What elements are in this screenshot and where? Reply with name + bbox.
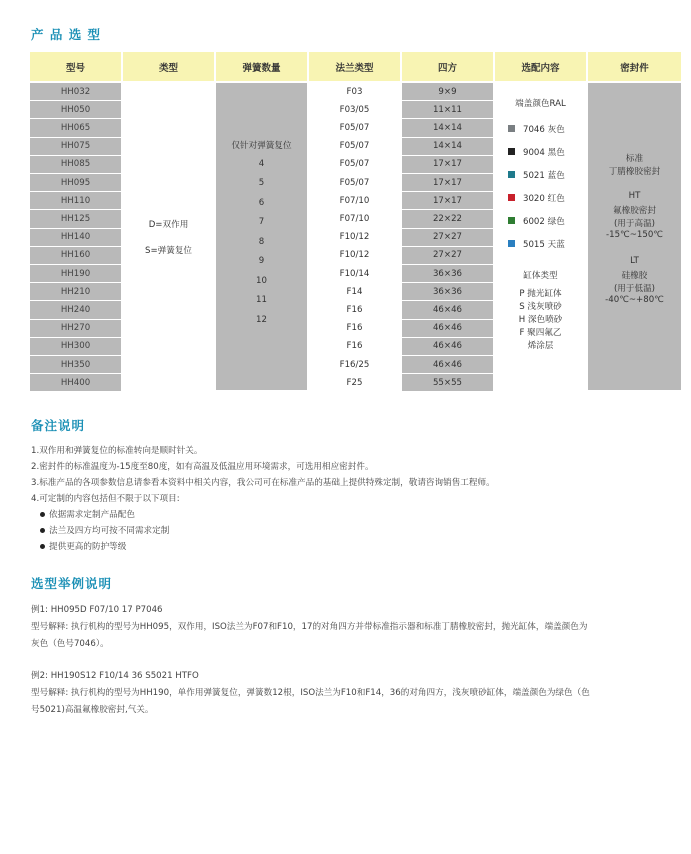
flange-cell: F03/05 [309, 101, 400, 118]
flange-cell: F14 [309, 283, 400, 300]
options-cell [495, 83, 586, 390]
color-swatch-icon [508, 240, 515, 247]
model-cell: HH095 [30, 174, 121, 191]
color-option [508, 165, 565, 184]
color-label: 3020 红色 [523, 193, 565, 204]
bullet-text: 提供更高的防护等级 [49, 542, 127, 552]
flange-cell: F10/12 [309, 229, 400, 246]
color-option [508, 188, 565, 207]
seal-line: 硅橡胶 [621, 271, 648, 281]
body-type-line: P 抛光缸体 [519, 289, 562, 299]
bullet-dot-icon [40, 528, 45, 533]
square-cell: 14×14 [402, 119, 493, 136]
cap-color-title: 端盖颜色RAL [515, 99, 566, 109]
note-line: 3.标准产品的各项参数信息请参看本资料中相关内容，我公司可在标准产品的基础上提供特殊定制，敬请咨询销售工程师。 [31, 478, 495, 488]
type-cell [123, 83, 214, 390]
selection-table [30, 52, 681, 390]
color-list [508, 115, 565, 257]
flange-cell: F16 [309, 338, 400, 355]
square-cell: 46×46 [402, 338, 493, 355]
flange-cell: F16 [309, 320, 400, 337]
color-option [508, 211, 565, 230]
body-type-line: H 深色喷砂 [518, 315, 563, 325]
square-cell: 55×55 [402, 374, 493, 391]
header-seal: 密封件 [588, 52, 681, 81]
spring-line: 4 [258, 158, 265, 169]
seal-line: -40℃~+80℃ [605, 295, 664, 305]
bullet-dot-icon [40, 512, 45, 517]
color-label: 7046 灰色 [523, 124, 565, 135]
flange-cell: F10/12 [309, 247, 400, 264]
seal-line: 标准 [625, 154, 644, 164]
seal-line: 丁腈橡胶密封 [608, 167, 661, 177]
color-swatch-icon [508, 148, 515, 155]
color-label: 5015 天蓝 [523, 239, 565, 250]
model-cell: HH270 [30, 320, 121, 337]
flange-cell: F16/25 [309, 356, 400, 373]
header-options: 选配内容 [495, 52, 586, 81]
square-cell: 46×46 [402, 320, 493, 337]
seal-line: (用于高温) [613, 219, 656, 229]
header-type: 类型 [123, 52, 214, 81]
square-cell: 22×22 [402, 210, 493, 227]
color-option [508, 119, 565, 138]
flange-cell: F05/07 [309, 138, 400, 155]
square-cell: 17×17 [402, 174, 493, 191]
model-cell: HH400 [30, 374, 121, 391]
model-cell: HH110 [30, 192, 121, 209]
square-cell: 11×11 [402, 101, 493, 118]
model-cell: HH160 [30, 247, 121, 264]
model-cell: HH300 [30, 338, 121, 355]
header-square: 四方 [402, 52, 493, 81]
flange-cell: F16 [309, 301, 400, 318]
color-option [508, 234, 565, 253]
type-line: D=双作用 [148, 219, 189, 230]
flange-cell: F10/14 [309, 265, 400, 282]
color-label: 6002 绿色 [523, 216, 565, 227]
seal-line: 氟橡胶密封 [613, 206, 656, 216]
model-cell: HH075 [30, 138, 121, 155]
body-type-line: 烯涂层 [527, 341, 554, 351]
bullet-item [40, 524, 169, 536]
type-line: S=弹簧复位 [144, 245, 193, 256]
spring-line: 11 [256, 295, 267, 305]
note-line: 4.可定制的内容包括但不限于以下项目: [31, 494, 180, 504]
color-swatch-icon [508, 171, 515, 178]
spring-line: 7 [258, 217, 265, 227]
color-option [508, 142, 565, 161]
color-label: 5021 蓝色 [523, 170, 565, 181]
spring-line: 9 [258, 256, 265, 266]
square-cell: 14×14 [402, 138, 493, 155]
note-line: 1.双作用和弹簧复位的标准转向是顺时针关。 [31, 446, 203, 456]
section-title-notes: 备注说明 [31, 418, 86, 433]
flange-cell: F05/07 [309, 119, 400, 136]
bullet-dot-icon [40, 544, 45, 549]
flange-cell: F25 [309, 374, 400, 391]
bullet-text: 法兰及四方均可按不同需求定制 [49, 526, 170, 536]
bullet-item [40, 540, 126, 552]
model-cell: HH140 [30, 229, 121, 246]
color-swatch-icon [508, 194, 515, 201]
seal-line: -15℃~150℃ [606, 230, 663, 240]
spring-line: 10 [256, 275, 267, 286]
spring-line: 8 [258, 236, 265, 247]
example-explanation: 灰色（色号7046）。 [31, 639, 109, 649]
bullet-item [40, 508, 135, 520]
example-explanation: 号5021)高温氟橡胶密封,气关。 [31, 705, 154, 715]
example-code: 例2: HH190S12 F10/14 36 S5021 HTFO [31, 671, 199, 681]
header-spring-count: 弹簧数量 [216, 52, 307, 81]
seal-line: HT [628, 191, 641, 201]
square-cell: 46×46 [402, 356, 493, 373]
header-model: 型号 [30, 52, 121, 81]
section-title-examples: 选型举例说明 [31, 576, 113, 591]
model-cell: HH350 [30, 356, 121, 373]
square-cell: 36×36 [402, 283, 493, 300]
seal-line: (用于低温) [613, 284, 656, 294]
body-type-line: F 聚四氟乙 [519, 328, 562, 338]
color-swatch-icon [508, 125, 515, 132]
body-type-line: S 浅灰喷砂 [519, 302, 562, 312]
model-cell: HH125 [30, 210, 121, 227]
example-code: 例1: HH095D F07/10 17 P7046 [31, 605, 163, 615]
square-cell: 17×17 [402, 192, 493, 209]
note-line: 2.密封件的标准温度为-15度至80度，如有高温及低温应用环境需求，可选用相应密封件。 [31, 462, 374, 472]
color-label: 9004 黑色 [523, 147, 565, 158]
model-cell: HH190 [30, 265, 121, 282]
spring-line: 仅针对弹簧复位 [231, 141, 292, 151]
body-type-title: 缸体类型 [523, 271, 558, 281]
color-swatch-icon [508, 217, 515, 224]
spring-line: 12 [256, 314, 267, 325]
square-cell: 27×27 [402, 229, 493, 246]
model-cell: HH065 [30, 119, 121, 136]
seal-cell [588, 83, 681, 390]
seal-line: LT [630, 256, 639, 266]
section-title-product-selection: 产 品 选 型 [31, 27, 102, 42]
model-cell: HH240 [30, 301, 121, 318]
spring-count-cell [216, 83, 307, 390]
square-cell: 36×36 [402, 265, 493, 282]
flange-cell: F05/07 [309, 174, 400, 191]
square-cell: 17×17 [402, 156, 493, 173]
flange-cell: F07/10 [309, 210, 400, 227]
bullet-text: 依据需求定制产品配色 [49, 510, 135, 520]
example-explanation: 型号解释: 执行机构的型号为HH190，单作用弹簧复位，弹簧数12根，ISO法兰为F10和F14，36的对角四方，浅灰喷砂缸体，端盖颜色为绿色（色 [31, 688, 590, 698]
spring-line: 5 [258, 178, 265, 188]
square-cell: 27×27 [402, 247, 493, 264]
model-cell: HH050 [30, 101, 121, 118]
model-cell: HH085 [30, 156, 121, 173]
flange-cell: F05/07 [309, 156, 400, 173]
spring-line: 6 [258, 197, 265, 208]
square-cell: 46×46 [402, 301, 493, 318]
square-cell: 9×9 [402, 83, 493, 100]
flange-cell: F03 [309, 83, 400, 100]
example-explanation: 型号解释: 执行机构的型号为HH095，双作用，ISO法兰为F07和F10，17的对角四方并带标准指示器和标准丁腈橡胶密封，抛光缸体，端盖颜色为 [31, 622, 588, 632]
model-cell: HH210 [30, 283, 121, 300]
model-cell: HH032 [30, 83, 121, 100]
header-flange-type: 法兰类型 [309, 52, 400, 81]
flange-cell: F07/10 [309, 192, 400, 209]
